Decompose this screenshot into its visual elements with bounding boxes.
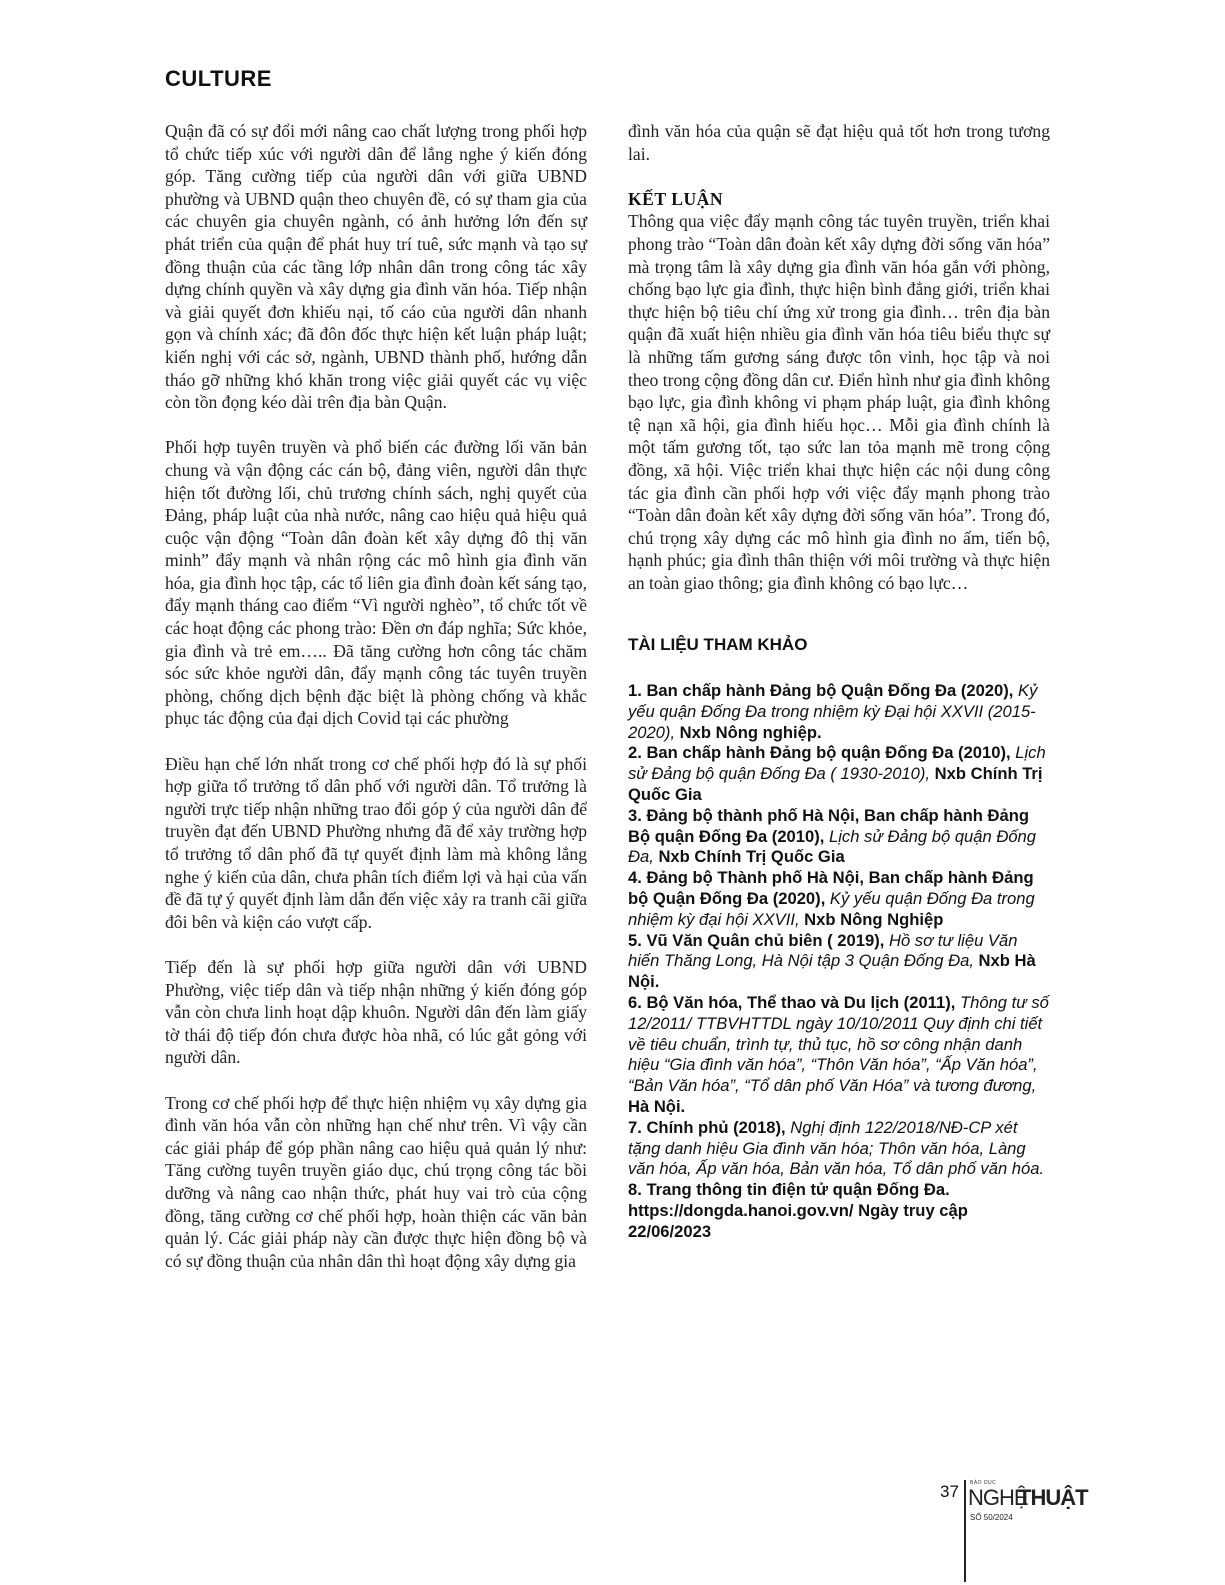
section-label: CULTURE — [165, 66, 272, 91]
left-column — [165, 120, 587, 1272]
paragraph: Trong cơ chế phối hợp để thực hiện nhiệm vụ xây dựng gia đình văn hóa vẫn còn những hạn chế như trên. Vì vậy cần các giải pháp để góp phần nâng cao hiệu quả quản lý như: Tăng cường tuyên truyền giáo dục, chú trọng công tác bồi dưỡng và nâng cao nhận thức, phát huy vai trò của cộng đồng, tăng cường cơ chế phối hợp, hoàn thiện các văn bản quản lý. Các giải pháp này cần được thực hiện đồng bộ và có sự đồng thuận của nhân dân thì hoạt động xây dựng gia — [165, 1092, 587, 1271]
reference-item: 5. Vũ Văn Quân chủ biên ( 2019), Hồ sơ tư liệu Văn hiến Thăng Long, Hà Nội tập 3 Quận Đống Đa, Nxb Hà Nội. — [628, 930, 1036, 992]
reference-item: 1. Ban chấp hành Đảng bộ Quận Đống Đa (2020), Kỷ yếu quận Đống Đa trong nhiệm kỳ Đại hội XXVII (2015-2020), Nxb Nông nghiệp. — [628, 681, 1038, 742]
reference-item: 4. Đảng bộ Thành phố Hà Nội, Ban chấp hành Đảng bộ Quận Đống Đa (2020), Kỷ yếu quận Đống Đa trong nhiệm kỳ đại hội XXVII, Nxb Nông Nghiệp — [628, 868, 1035, 929]
conclusion-heading: KẾT LUẬN — [628, 188, 724, 209]
logo-word-thuat: THUẬT — [1018, 1485, 1088, 1510]
paragraph: Điều hạn chế lớn nhất trong cơ chế phối hợp đó là sự phối hợp giữa tổ trưởng tổ dân phố với người dân. Tổ trưởng là người trực tiếp nhận những trao đổi góp ý của người dân để truyền đạt đến UBND Phường nhưng đã để xảy trường hợp tổ trưởng tổ dân phố đã tự quyết định làm mà không lắng nghe ý kiến của dân, chưa phân tích điểm lợi và hại của vấn đề đã tự ý quyết định làm dẫn đến việc xảy ra tranh cãi giữa đôi bên và kiện cáo vượt cấp. — [165, 753, 587, 932]
reference-item: 6. Bộ Văn hóa, Thể thao và Du lịch (2011), Thông tư số 12/2011/ TTBVHTTDL ngày 10/10/2011 Quy định chi tiết về tiêu chuẩn, trình tự, thủ tục, hồ sơ công nhận danh hiệu “Gia đình văn hóa”, “Thôn Văn hóa”, “Ấp Văn hóa”, “Bản Văn hóa”, “Tổ dân phố Văn Hóa” và tương đương, Hà Nội. — [628, 993, 1049, 1116]
reference-item: 3. Đảng bộ thành phố Hà Nội, Ban chấp hành Đảng Bộ quận Đống Đa (2010), Lịch sử Đảng bộ quận Đống Đa, Nxb Chính Trị Quốc Gia — [628, 805, 1037, 867]
logo-word-nghe: NGHỆ — [968, 1485, 1028, 1510]
reference-item: 8. Trang thông tin điện tử quận Đống Đa. https://dongda.hanoi.gov.vn/ Ngày truy cập 22/06/2023 — [628, 1180, 968, 1241]
page-number: 37 — [940, 1482, 959, 1501]
paragraph-continuation: đình văn hóa của quận sẽ đạt hiệu quả tốt hơn trong tương lai. — [628, 121, 1050, 164]
logo-small-text: BÁO DỤC — [970, 1480, 997, 1486]
right-column — [628, 120, 1050, 1243]
conclusion-paragraph: Thông qua việc đẩy mạnh công tác tuyên truyền, triển khai phong trào “Toàn dân đoàn kết xây dựng đời sống văn hóa” mà trọng tâm là xây dựng gia đình văn hóa gắn với phòng, chống bạo lực gia đình, thực hiện bình đẳng giới, triển khai thực hiện bộ tiêu chí ứng xử trong gia đình… trên địa bàn quận đã xuất hiện nhiều gia đình văn hóa tiêu biểu thực sự là những tấm gương sáng được tôn vinh, học tập và noi theo trong cộng đồng dân cư. Điển hình như gia đình không bạo lực, gia đình không vi phạm pháp luật, gia đình không tệ nạn xã hội, gia đình hiếu học… Mỗi gia đình chính là một tấm gương tốt, tạo sức lan tỏa mạnh mẽ trong cộng đồng, xã hội. Việc triển khai thực hiện các nội dung công tác gia đình cần phối hợp với việc đẩy mạnh phong trào “Toàn dân đoàn kết xây dựng đời sống văn hóa”. Trong đó, chú trọng xây dựng các mô hình gia đình no ấm, tiến bộ, hạnh phúc; gia đình thân thiện với môi trường và thực hiện an toàn giao thông; gia đình không có bạo lực… — [628, 211, 1050, 593]
page-footer — [940, 1480, 1100, 1585]
reference-item: 2. Ban chấp hành Đảng bộ quận Đống Đa (2010), Lịch sử Đảng bộ quận Đống Đa ( 1930-2010), Nxb Chính Trị Quốc Gia — [628, 743, 1046, 805]
issue-number: SỐ 50/2024 — [970, 1513, 1013, 1522]
paragraph: Quận đã có sự đổi mới nâng cao chất lượng trong phối hợp tổ chức tiếp xúc với người dân để lắng nghe ý kiến đóng góp. Tăng cường tiếp của người dân với giữa UBND phường và UBND quận theo chuyên đề, có sự tham gia của các chuyên gia chuyên ngành, có ảnh hưởng lớn đến sự phát triển của quận để phát huy trí tuê, sức mạnh và tạo sự đồng thuận của các tầng lớp nhân dân trong công tác xây dựng chính quyền và xây dựng gia đình văn hóa. Tiếp nhận và giải quyết đơn khiếu nại, tố cáo của người dân nhanh gọn và chính xác; đã đôn đốc thực hiện kết luận pháp luật; kiến nghị với các sở, ngành, UBND thành phố, hướng dẫn tháo gỡ những khó khăn trong việc giải quyết các vụ việc còn tồn đọng kéo dài trên địa bàn Quận. — [165, 121, 587, 413]
footer-divider — [964, 1480, 966, 1582]
paragraph: Tiếp đến là sự phối hợp giữa người dân với UBND Phường, việc tiếp dân và tiếp nhận những ý kiến đóng góp vẫn còn chưa linh hoạt dập khuôn. Người dân đến làm giấy tờ thái độ tiếp đón chưa được hòa nhã, có lúc gắt gỏng với người dân. — [165, 956, 587, 1068]
paragraph: Phối hợp tuyên truyền và phổ biến các đường lối văn bản chung và vận động các cán bộ, đảng viên, người dân thực hiện tốt đường lối, chủ trương chính sách, nghị quyết của Đảng, pháp luật của nhà nước, nâng cao hiệu quả hiệu quả cuộc vận động “Toàn dân đoàn kết xây dựng đô thị văn minh” đẩy mạnh và nhân rộng các mô hình gia đình văn hóa, gia đình học tập, các tổ liên gia đình đoàn kết sáng tạo, đẩy mạnh tháng cao điểm “Vì người nghèo”, tổ chức tốt về các hoạt động các phong trào: Đền ơn đáp nghĩa; Sức khỏe, gia đình và trẻ em….. Đã tăng cường hơn công tác chăm sóc sức khỏe người dân, đẩy mạnh công tác tuyên truyền phòng, chống dịch bệnh đặc biệt là phòng chống và khắc phục tác động của đại dịch Covid tại các phường — [165, 437, 587, 729]
reference-item: 7. Chính phủ (2018), Nghị định 122/2018/NĐ-CP xét tặng danh hiệu Gia đình văn hóa; Thôn văn hóa, Làng văn hóa, Ấp văn hóa, Bản văn hóa, Tổ dân phố văn hóa. — [628, 1117, 1045, 1179]
references-heading: TÀI LIỆU THAM KHẢO — [628, 635, 808, 655]
references-list — [628, 681, 1050, 1243]
